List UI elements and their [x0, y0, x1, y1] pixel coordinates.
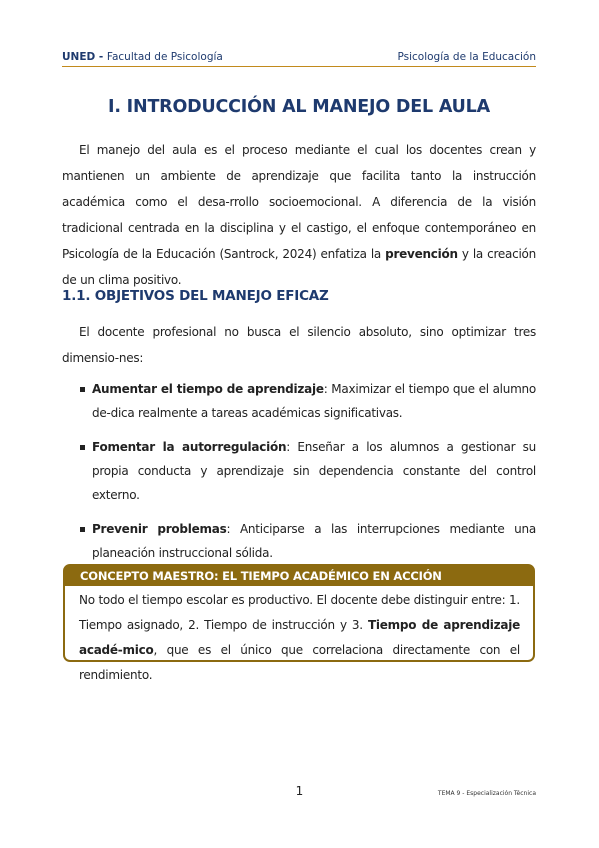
intro-text-before: El manejo del aula es el proceso mediante el cual los docentes crean y mantienen un ambiente de aprendizaje que facilita tanto la instrucción académica como el desa-rrollo socioemocional. A diferencia de la visión tradicional centrada en la disciplina y el castigo, el enfoque contemporáneo en Psicología de la Educación (Santrock, 2024) enfatiza la — [62, 143, 536, 261]
section-heading: 1.1. OBJETIVOS DEL MANEJO EFICAZ — [62, 288, 329, 304]
page-header — [62, 50, 536, 64]
header-subject: Psicología de la Educación — [397, 51, 536, 63]
footer-note: TEMA 9 - Especialización Técnica — [437, 790, 536, 797]
section-lead-text: El docente profesional no busca el silencio absoluto, sino optimizar tres dimensio-nes: — [62, 325, 536, 365]
bullet-term: Prevenir problemas — [92, 522, 227, 536]
bullet-text: : Anticiparse a las interrupciones mediante una planeación instruccional sólida. — [92, 522, 536, 560]
bullet-term: Fomentar la autorregulación — [92, 440, 287, 454]
square-bullet-icon — [80, 387, 85, 392]
square-bullet-icon — [80, 445, 85, 450]
bullet-term: Aumentar el tiempo de aprendizaje — [92, 382, 324, 396]
concept-text-after: , que es el único que correlaciona directamente con el rendimiento. — [79, 643, 520, 682]
concept-text-before: No todo el tiempo escolar es productivo. El docente debe distinguir entre: 1. Tiempo asignado, 2. Tiempo de instrucción y 3. — [79, 593, 520, 632]
concept-box-title: CONCEPTO MAESTRO: EL TIEMPO ACADÉMICO EN ACCIÓN — [65, 566, 533, 586]
bullet-text: : Enseñar a los alumnos a gestionar su propia conducta y aprendizaje sin dependencia constante del control externo. — [92, 440, 536, 502]
square-bullet-icon — [80, 527, 85, 532]
list-item — [62, 377, 536, 425]
header-left — [62, 50, 223, 64]
section-lead-paragraph — [62, 319, 536, 371]
bullet-text: : Maximizar el tiempo que el alumno de-dica realmente a tareas académicas significativas. — [92, 382, 536, 420]
header-separator: - — [95, 51, 107, 63]
concept-box-body — [65, 586, 533, 688]
intro-text-after: y la creación de un clima positivo. — [62, 247, 537, 287]
intro-bold-term: prevención — [385, 247, 458, 261]
page-number: 1 — [295, 784, 304, 798]
intro-paragraph — [62, 137, 536, 293]
list-item — [62, 517, 536, 565]
list-item — [62, 435, 536, 507]
header-divider — [62, 66, 536, 67]
concept-box — [63, 564, 535, 682]
header-institution: UNED — [62, 51, 96, 63]
concept-bold-term: Tiempo de aprendizaje acadé-mico — [79, 618, 521, 657]
header-faculty: Facultad de Psicología — [106, 51, 223, 63]
objectives-list — [62, 377, 536, 575]
page-title: I. INTRODUCCIÓN AL MANEJO DEL AULA — [108, 97, 490, 117]
